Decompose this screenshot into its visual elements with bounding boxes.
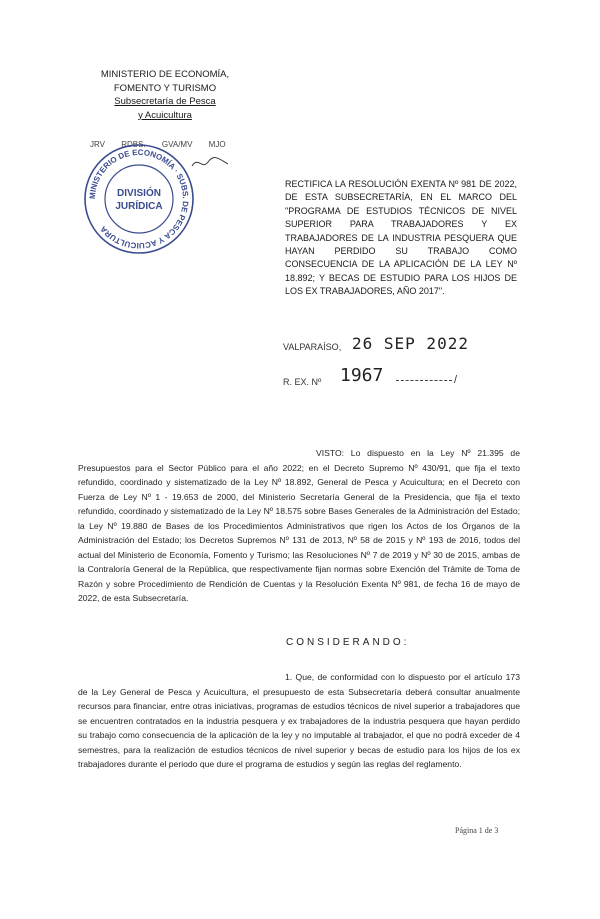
- stamp-center-text: JURÍDICA: [115, 201, 163, 212]
- stamp-center-text: DIVISIÓN: [117, 188, 161, 199]
- resolution-title: RECTIFICA LA RESOLUCIÓN EXENTA Nº 981 DE 2022, DE ESTA SUBSECRETARÍA, EN EL MARCO DEL "PROGRAMA DE ESTUDIOS TÉCNICOS DE NIVEL SUPERIOR PARA TRABAJADORES Y EX TRABAJADORES DE LA INDUSTRIA PESQUERA QUE HAYAN PERDIDO SU TRABAJO COMO CONSECUENCIA DE LA APLICACIÓN DE LA LEY Nº 18.892; Y BECAS DE ESTUDIO PARA LOS HIJOS DE LOS EX TRABAJADORES, AÑO 2017".: [285, 179, 517, 297]
- initial: JRV: [90, 140, 105, 149]
- ministry-name-cont: FOMENTO Y TURISMO: [113, 82, 217, 94]
- resolution-label: R. EX. Nº: [283, 377, 322, 387]
- considerando-heading: CONSIDERANDO:: [286, 637, 410, 648]
- number-underline: [396, 380, 452, 381]
- number-slash: /: [454, 374, 458, 386]
- considerando-item-1: 1. Que, de conformidad con lo dispuesto por el artículo 173 de la Ley General de Pesca y Acuicultura, el presupuesto de esta Subsecretaría deberá consultar anualmente recursos para financiar, entre otras iniciativas, programas de estudios técnicos de nivel superior a trabajadores que se encuentren contratados en la industria pesquera y ex trabajadores de la industria pesquera que hayan perdido su trabajo como consecuencia de la aplicación de la ley y no imputable al trabajador, el que no podrá exceder de 4 semestres, para la realización de estudios técnicos de nivel superior y becas de estudio para los hijos de los ex trabajadores durante el periodo que dure el programa de estudios y según las reglas del reglamento.: [78, 672, 520, 769]
- place: VALPARAÍSO,: [283, 342, 342, 352]
- date-stamp: 26 SEP 2022: [352, 334, 469, 353]
- svg-text:MINISTERIO DE ECONOMÍA · SUBS.: [88, 148, 190, 250]
- initial: GVA/MV: [161, 140, 193, 149]
- division-juridica-stamp: [80, 140, 198, 258]
- subsecretary-name: Subsecretaría de Pesca: [114, 96, 216, 107]
- initial: RDBS.: [121, 140, 146, 149]
- subsecretary-name-cont: y Acuicultura: [138, 109, 192, 121]
- initial: MJO: [208, 140, 226, 149]
- letterhead: [80, 68, 250, 122]
- visto-paragraph: VISTO: Lo dispuesto en la Ley Nº 21.395 de Presupuestos para el Sector Público para el año 2022; en el Decreto Supremo Nº 430/91, que fija el texto refundido, coordinado y sistematizado de la Ley Nº 18.892, General de Pesca y Acuicultura; en el Decreto con Fuerza de Ley Nº 1 - 19.653 de 2000, del Ministerio Secretaría General de la Presidencia, que fija el texto refundido, coordinado y sistematizado de la Ley Nº 18.575 sobre Bases Generales de la Administración del Estado; la Ley Nº 19.880 de Bases de los Procedimientos Administrativos que rigen los Actos de los Órganos de la Administración del Estado; los Decretos Supremos Nº 131 de 2013, Nº 58 de 2015 y Nº 193 de 2016, todos del actual del Ministerio de Economía, Fomento y Turismo; las Resoluciones Nº 7 de 2019 y Nº 30 de 2015, ambas de la Contraloría General de la República, que respectivamente fijan normas sobre Exención del Trámite de Toma de Razón y sobre Procedimiento de Rendición de Cuentas y la Resolución Exenta Nº 981, de fecha 16 de mayo de 2022, de esta Subsecretaría.: [78, 448, 520, 603]
- page-number: Página 1 de 3: [455, 826, 499, 835]
- stamp-ring-text: MINISTERIO DE ECONOMÍA · SUBS. DE PESCA Y ACUICULTURA: [87, 147, 191, 251]
- resolution-number: 1967: [340, 365, 384, 386]
- ministry-name: MINISTERIO DE ECONOMÍA,: [100, 69, 230, 80]
